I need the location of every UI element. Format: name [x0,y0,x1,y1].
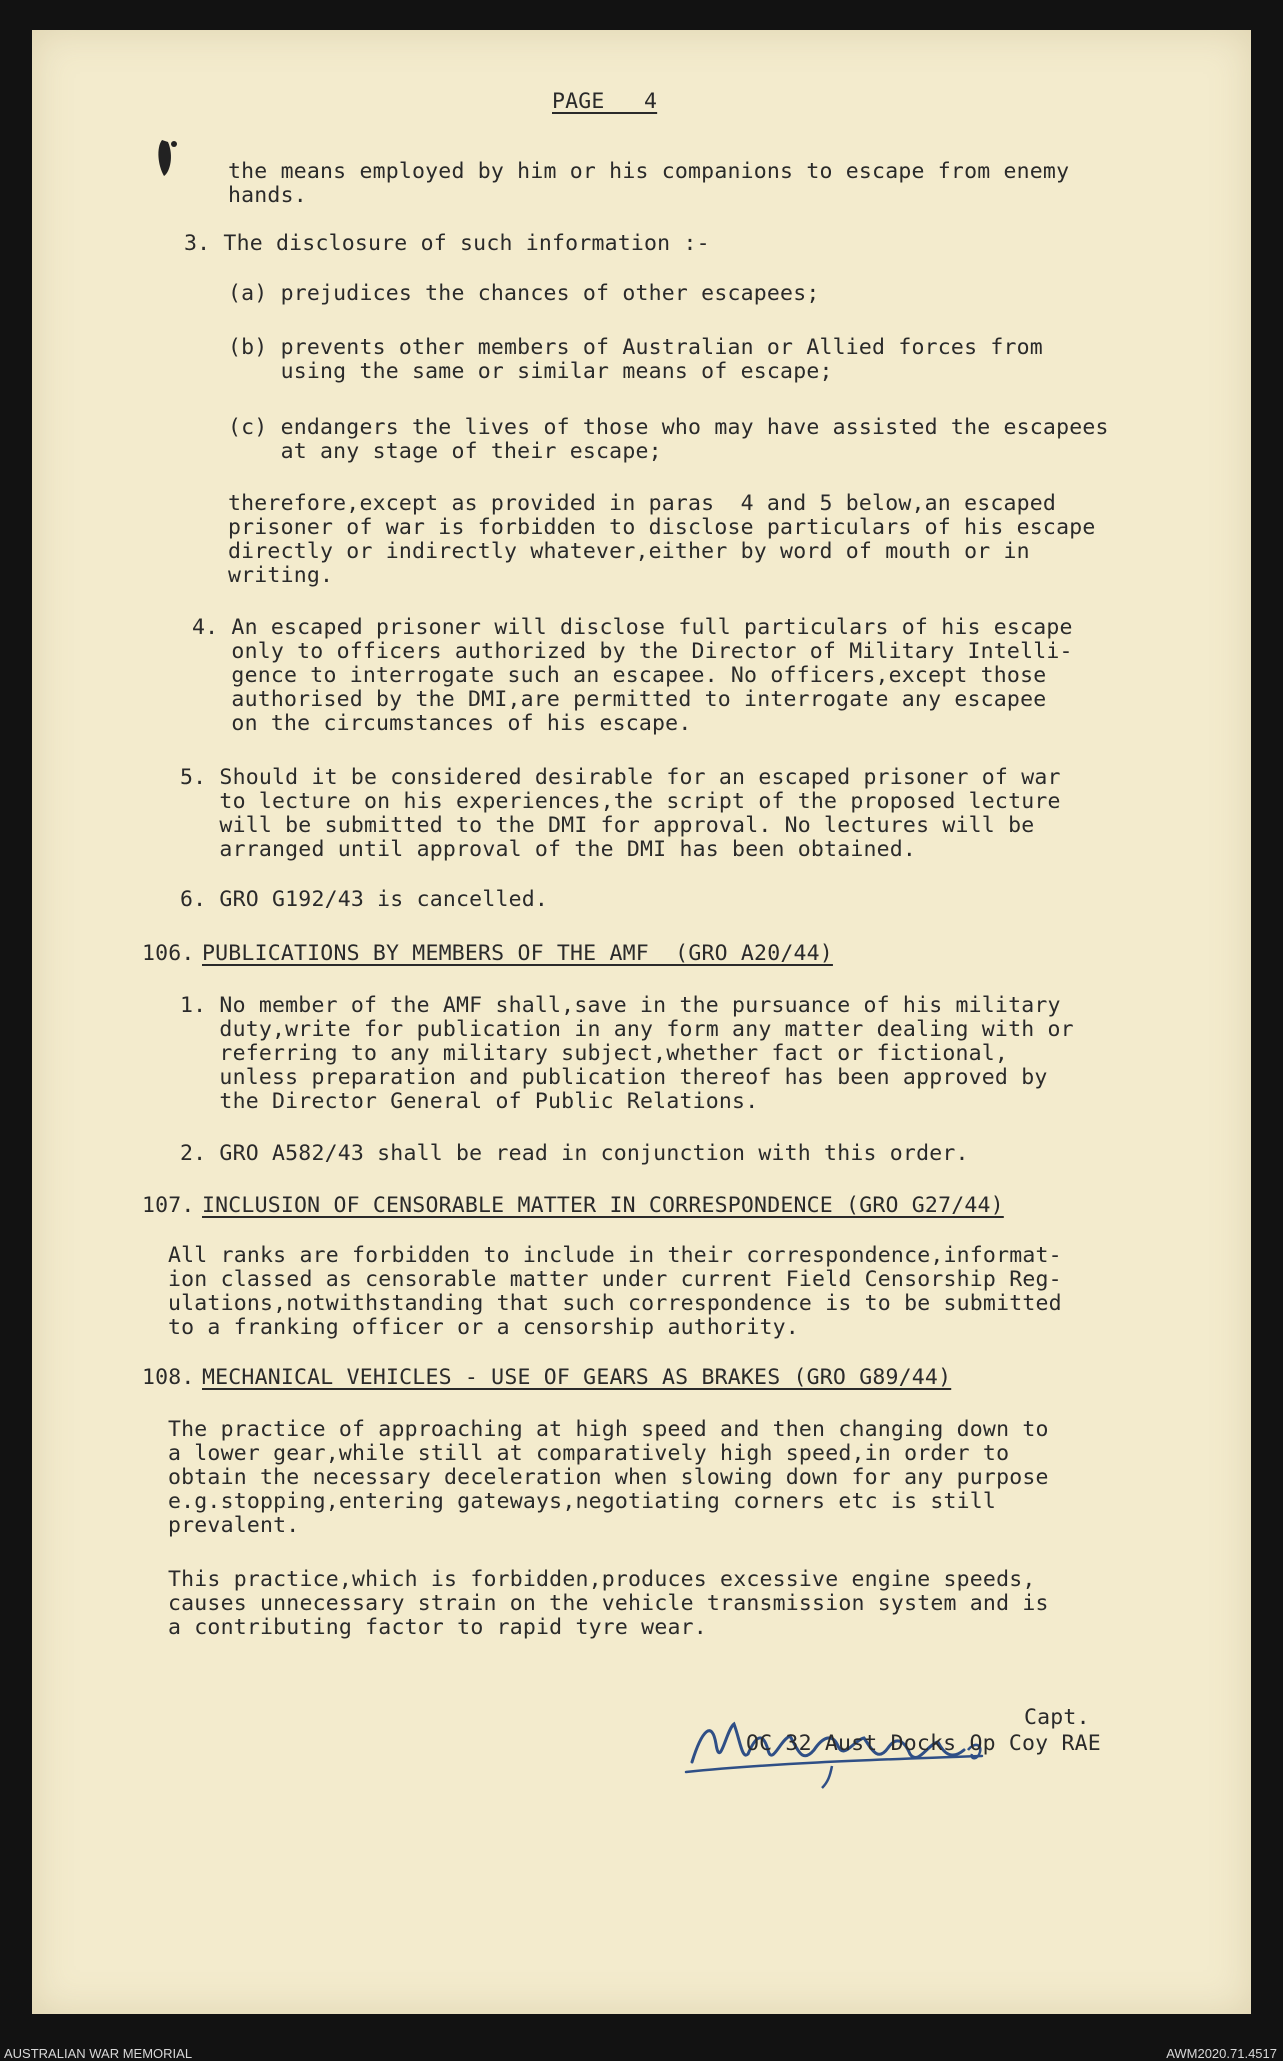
text-line: obtain the necessary deceleration when slowing down for any purpose [168,1465,1049,1490]
text-line: All ranks are forbidden to include in their correspondence,informat- [168,1243,1062,1268]
text-line: duty,write for publication in any form any matter dealing with or [180,1017,1074,1042]
text-line: prevalent. [168,1513,300,1538]
section-title: MECHANICAL VEHICLES - USE OF GEARS AS BRAKES (GRO G89/44) [202,1365,952,1390]
hole-punch-mark [154,136,180,180]
text-line: a lower gear,while still at comparatively high speed,in order to [168,1441,1010,1466]
text-line: the Director General of Public Relations. [180,1089,759,1114]
text-line: authorised by the DMI,are permitted to interrogate any escapee [192,687,1047,712]
text-line: a contributing factor to rapid tyre wear. [168,1615,707,1640]
text-line: referring to any military subject,whether fact or fictional, [180,1041,1009,1066]
section-title: PUBLICATIONS BY MEMBERS OF THE AMF (GRO A20/44) [202,941,833,966]
section-number: 107. [142,1193,195,1218]
section-number: 106. [142,941,195,966]
text-line: therefore,except as provided in paras 4 and 5 below,an escaped [228,491,1057,516]
page-header: PAGE 4 [552,89,658,114]
text-line: to lecture on his experiences,the script of the proposed lecture [180,789,1061,814]
text-line: will be submitted to the DMI for approval. No lectures will be [180,813,1035,838]
text-line: to a franking officer or a censorship authority. [168,1315,799,1340]
signatory-rank: Capt. [1024,1705,1090,1730]
para-6: 6. GRO G192/43 is cancelled. [180,887,549,912]
text-line: e.g.stopping,entering gateways,negotiating corners etc is still [168,1489,997,1514]
text-line: on the circumstances of his escape. [192,711,692,736]
text-line: using the same or similar means of escape; [228,359,833,384]
text-line: the means employed by him or his companions to escape from enemy [228,159,1070,184]
section-106-para-2: 2. GRO A582/43 shall be read in conjunction with this order. [180,1141,969,1166]
document-page [32,30,1251,2014]
text-line: This practice,which is forbidden,produces excessive engine speeds, [168,1567,1036,1592]
section-number: 108. [142,1365,195,1390]
text-line: prisoner of war is forbidden to disclose particulars of his escape [228,515,1096,540]
text-line: hands. [228,183,307,208]
text-line: 5. Should it be considered desirable for an escaped prisoner of war [180,765,1061,790]
text-line: directly or indirectly whatever,either by word of mouth or in [228,539,1030,564]
text-line: writing. [228,563,334,588]
text-line: (c) endangers the lives of those who may have assisted the escapees [228,415,1109,440]
section-title: INCLUSION OF CENSORABLE MATTER IN CORRESPONDENCE (GRO G27/44) [202,1193,1004,1218]
para-3-heading: 3. The disclosure of such information :- [184,231,710,256]
signatory-unit: OC 32 Aust Docks Op Coy RAE [746,1731,1101,1756]
text-line: at any stage of their escape; [228,439,662,464]
text-line: 4. An escaped prisoner will disclose full particulars of his escape [192,615,1073,640]
text-line: unless preparation and publication thereof has been approved by [180,1065,1048,1090]
text-line: causes unnecessary strain on the vehicle transmission system and is [168,1591,1049,1616]
text-line: only to officers authorized by the Director of Military Intelli- [192,639,1073,664]
text-line: gence to interrogate such an escapee. No officers,except those [192,663,1047,688]
text-line: (b) prevents other members of Australian or Allied forces from [228,335,1043,360]
text-line: ion classed as censorable matter under current Field Censorship Reg- [168,1267,1062,1292]
text-line: arranged until approval of the DMI has been obtained. [180,837,917,862]
para-3a: (a) prejudices the chances of other escapees; [228,281,820,306]
text-line: ulations,notwithstanding that such correspondence is to be submitted [168,1291,1062,1316]
footer-left: AUSTRALIAN WAR MEMORIAL [4,2046,193,2061]
text-line: The practice of approaching at high speed and then changing down to [168,1417,1049,1442]
text-line: 1. No member of the AMF shall,save in the pursuance of his military [180,993,1061,1018]
footer-right: AWM2020.71.4517 [1166,2046,1277,2061]
